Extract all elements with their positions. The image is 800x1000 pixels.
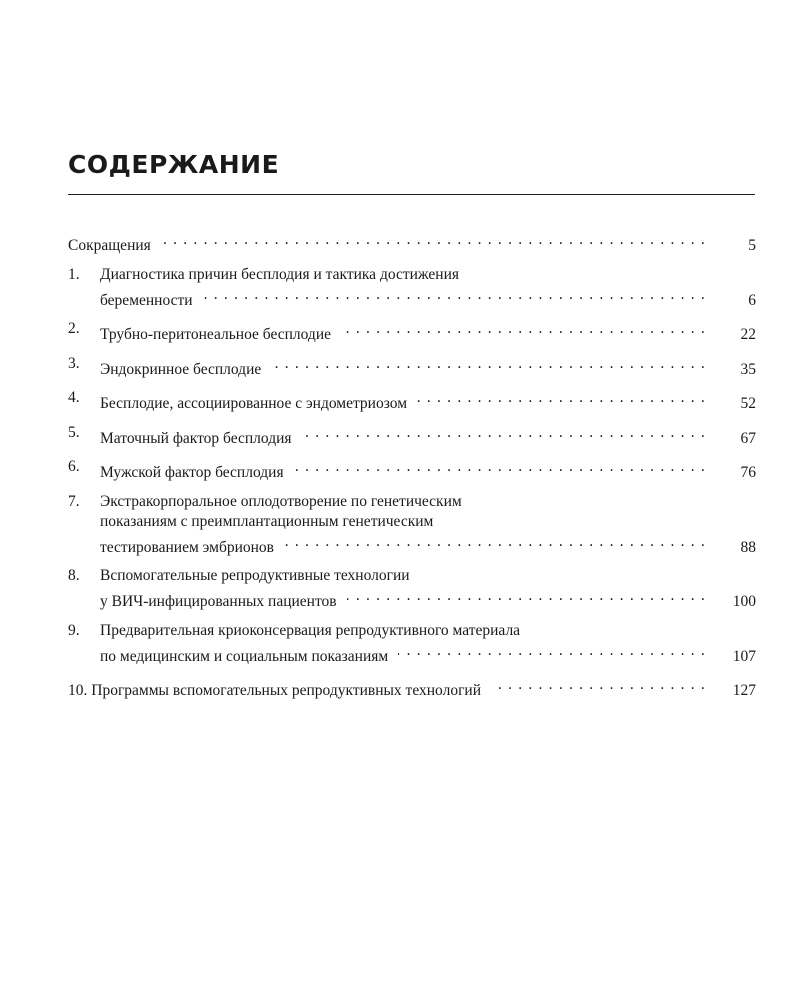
title-divider <box>68 194 755 195</box>
toc-entry-number: 6. <box>68 458 80 475</box>
toc-page-number: 107 <box>732 647 756 665</box>
toc-entry-number: 8. <box>68 567 80 584</box>
dot-leader <box>491 675 706 695</box>
toc-entry-title: у ВИЧ-инфицированных пациентов <box>100 593 337 610</box>
toc-entry-number: 10. <box>68 682 88 699</box>
toc-entry-7[interactable] <box>68 492 756 558</box>
toc-entry-8[interactable] <box>68 566 756 612</box>
dot-leader <box>417 388 706 408</box>
toc-entry-title-line: Предварительная криоконсервация репродуктивного материала <box>100 621 521 639</box>
dot-leader <box>341 319 706 339</box>
toc-entry-5[interactable] <box>68 423 756 449</box>
toc-entry-6[interactable] <box>68 457 756 483</box>
toc-entry-title: по медицинским и социальным показаниям <box>100 647 389 665</box>
toc-entry-title: Мужской фактор бесплодия <box>100 464 284 481</box>
toc-entry-number: 4. <box>68 389 80 406</box>
toc-entry-2[interactable] <box>68 319 756 345</box>
dot-leader <box>294 457 706 477</box>
dot-leader <box>271 354 706 374</box>
toc-entry-number: 7. <box>68 492 80 510</box>
dot-leader <box>284 532 706 552</box>
dot-leader <box>347 586 706 606</box>
toc-entry-10[interactable] <box>68 675 756 701</box>
toc-entry-number: 3. <box>68 354 80 372</box>
toc-page-number: 5 <box>748 237 756 254</box>
toc-entry-title: тестированием эмбрионов <box>100 538 275 556</box>
toc-page-number: 52 <box>740 395 756 412</box>
toc-page-number: 100 <box>732 593 756 610</box>
toc-entry-title-line: Диагностика причин бесплодия и тактика достижения <box>100 265 460 283</box>
toc-entry-number: 5. <box>68 423 80 441</box>
toc-entry-title-line: Экстракорпоральное оплодотворение по генетическим <box>100 492 462 510</box>
toc-entry-number: 1. <box>68 265 80 283</box>
table-of-contents <box>68 230 756 710</box>
dot-leader <box>398 641 706 661</box>
toc-entry-1[interactable] <box>68 265 756 311</box>
toc-page-number: 127 <box>732 682 756 699</box>
dot-leader <box>302 423 706 443</box>
toc-entry-title: Трубно-перитонеальное бесплодие <box>100 326 331 343</box>
toc-page-number: 76 <box>740 464 756 481</box>
toc-entry-title-text: Программы вспомогательных репродуктивных технологий <box>91 682 482 699</box>
toc-entry-3[interactable] <box>68 354 756 380</box>
toc-entry-title-line: Вспомогательные репродуктивные технологии <box>100 567 410 584</box>
toc-page-number: 67 <box>740 429 756 447</box>
toc-page-number: 35 <box>740 360 756 378</box>
toc-entry-number: 2. <box>68 320 80 337</box>
toc-entry-title: беременности <box>100 291 193 309</box>
toc-page-number: 6 <box>748 291 756 309</box>
toc-entry-9[interactable] <box>68 621 756 667</box>
toc-entry-title-line: показаниям с преимплантационным генетическим <box>100 512 434 530</box>
toc-entry-abbreviations[interactable] <box>68 230 756 256</box>
dot-leader <box>203 285 706 305</box>
page-title: СОДЕРЖАНИЕ <box>68 150 280 179</box>
toc-entry-title: Сокращения <box>68 237 151 254</box>
toc-entry-title <box>68 681 481 701</box>
toc-entry-title: Бесплодие, ассоциированное с эндометриозом <box>100 395 408 412</box>
toc-entry-title: Эндокринное бесплодие <box>100 360 262 378</box>
toc-page-number: 22 <box>740 326 756 343</box>
toc-entry-title: Маточный фактор бесплодия <box>100 429 292 447</box>
dot-leader <box>161 230 706 250</box>
toc-page-number: 88 <box>740 538 756 556</box>
toc-entry-number: 9. <box>68 621 80 639</box>
toc-entry-4[interactable] <box>68 388 756 414</box>
